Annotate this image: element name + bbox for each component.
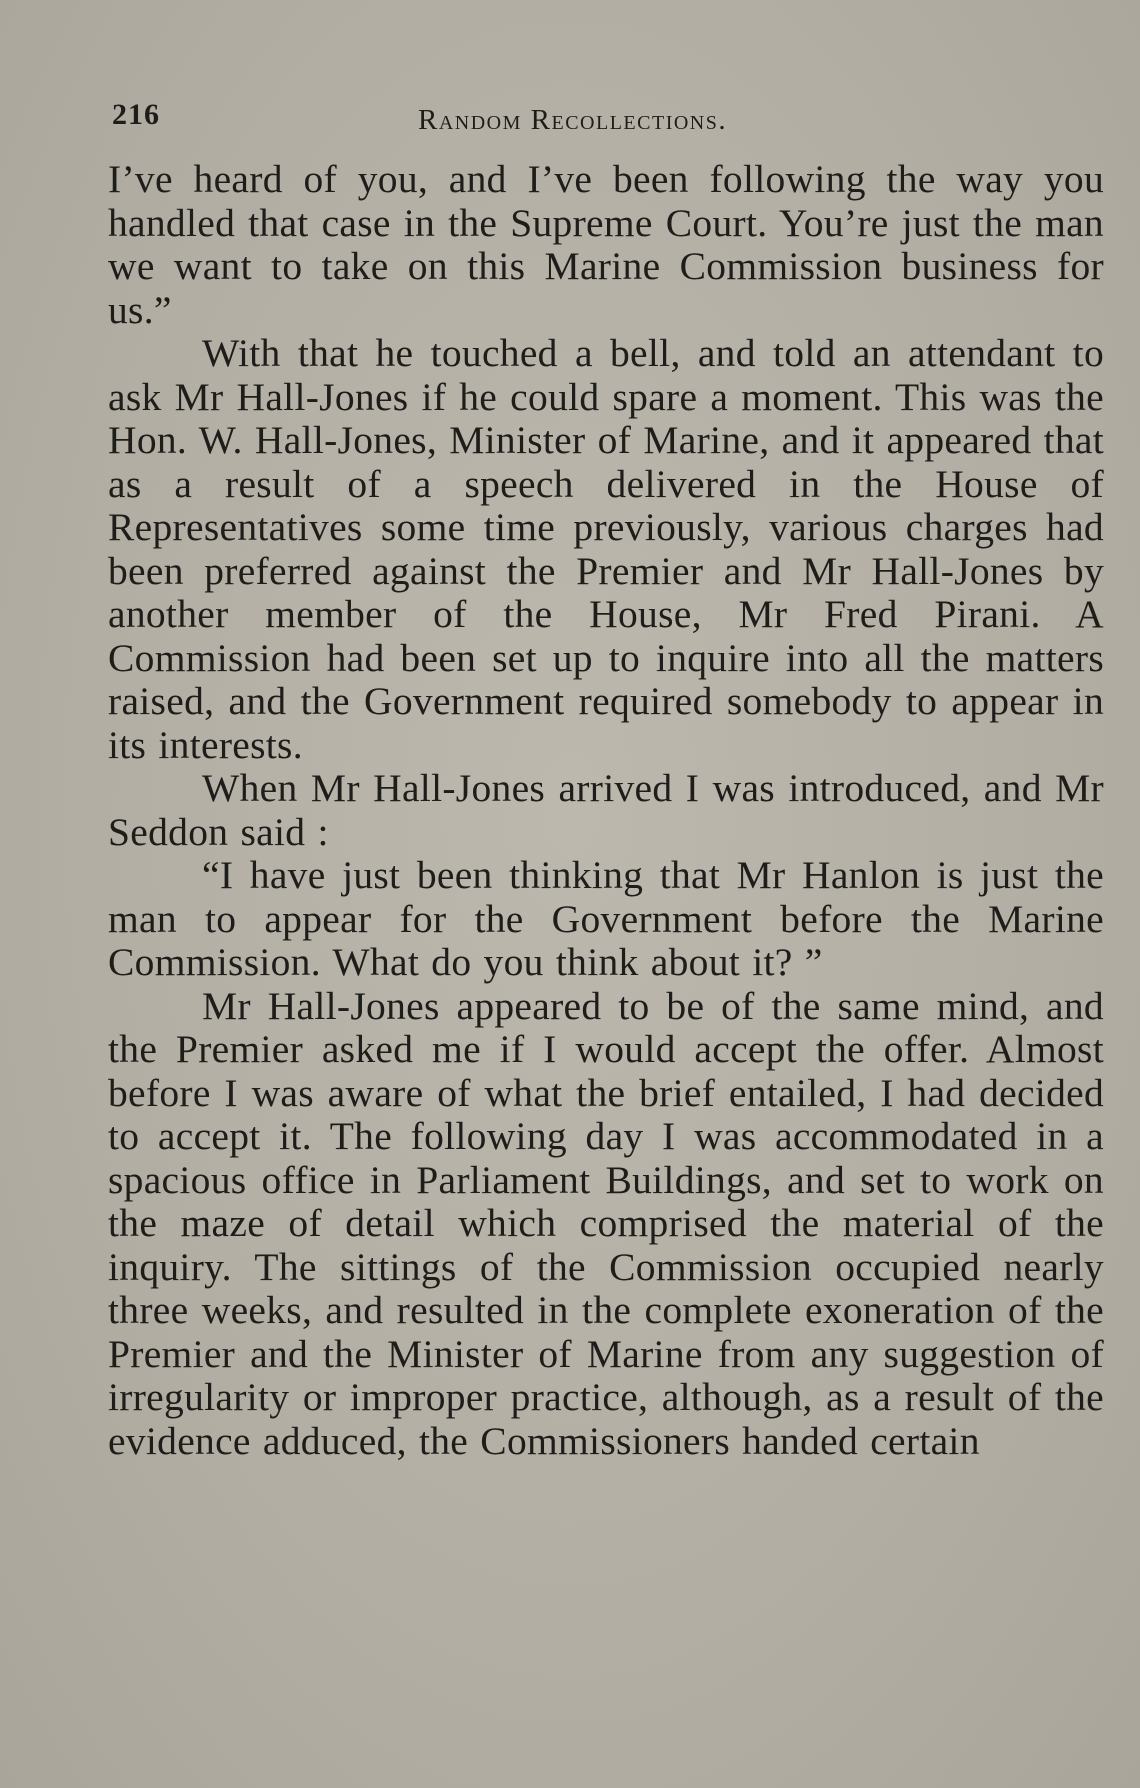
page-number: 216 xyxy=(112,98,160,131)
running-title: Random Recollections. xyxy=(418,104,728,136)
paragraph: When Mr Hall-Jones arrived I was introduced, and Mr Seddon said : xyxy=(108,766,1104,854)
running-head xyxy=(112,96,1102,146)
body-text xyxy=(108,158,1104,1463)
paragraph: With that he touched a bell, and told an attendant to ask Mr Hall-Jones if he could spare a moment. This was the Hon. W. Hall-Jones, Minister of Marine, and it appeared that as a result of a speech delivered in the House of Representatives some time previously, various charges had been preferred against the Premier and Mr Hall-Jones by another member of the House, Mr Fred Pirani. A Commission had been set up to inquire into all the matters raised, and the Government required somebody to appear in its interests. xyxy=(108,331,1104,767)
quoted-speech-paragraph: “I have just been thinking that Mr Hanlon is just the man to appear for the Government before the Marine Commission. What do you think about it? ” xyxy=(108,853,1104,984)
paragraph: Mr Hall-Jones appeared to be of the same mind, and the Premier asked me if I would accept the offer. Almost before I was aware of what the brief entailed, I had decided to accept it. The following day I was accommodated in a spacious office in Parliament Buildings, and set to work on the maze of detail which comprised the material of the inquiry. The sittings of the Commission occupied nearly three weeks, and resulted in the complete exoneration of the Premier and the Minister of Marine from any suggestion of irregularity or improper practice, although, as a result of the evidence adduced, the Commissioners handed certain xyxy=(108,983,1104,1463)
paragraph-continued: I’ve heard of you, and I’ve been following the way you handled that case in the Supreme Court. You’re just the man we want to take on this Marine Commission business for us.” xyxy=(108,157,1104,332)
